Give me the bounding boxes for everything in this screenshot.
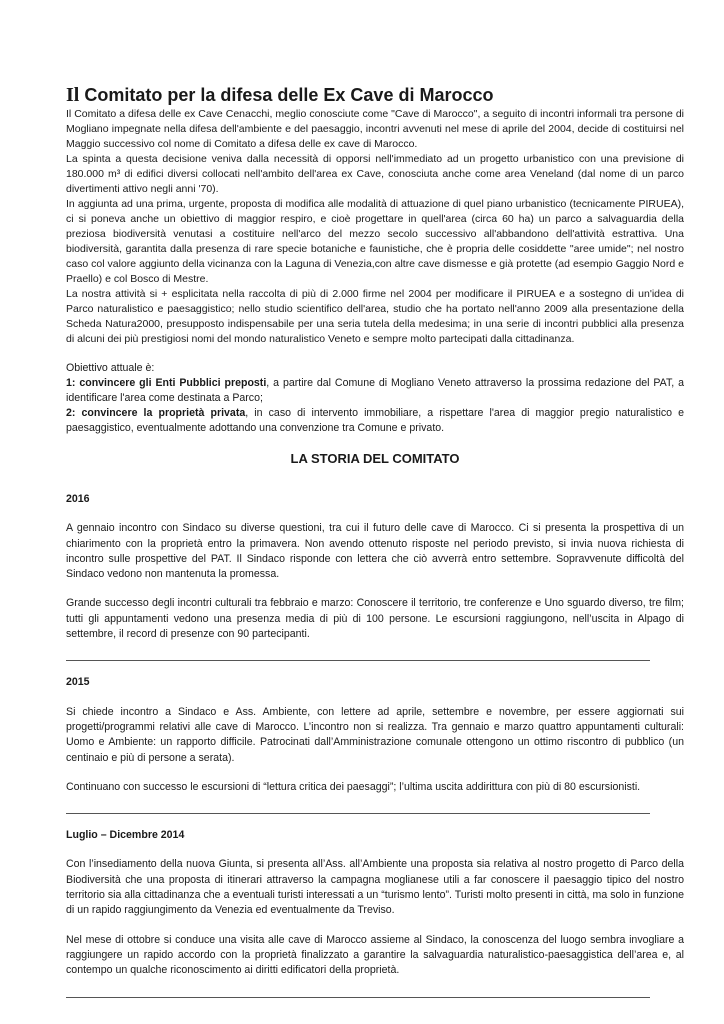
spacer xyxy=(66,979,684,997)
year-paragraph: Con l’insediamento della nuova Giunta, si presenta all’Ass. all’Ambiente una proposta sia relativa al nostro progetto di Parco della Biodiversità che una proposta di itinerari attraverso la campagna moglianese utili a far conoscere il paesaggio tipico del nostro territorio sia alla cittadinanza che a eventuali turisti interessati a un “turismo lento”. Turisti molto presenti in città, ma solo in funzione di un rapido raggiungimento da Venezia ed eventualmente da Treviso. xyxy=(66,858,684,917)
year-paragraph: Si chiede incontro a Sindaco e Ass. Ambiente, con lettere ad aprile, settembre e novembre, per essere aggiornati sui progetti/programmi relativi alle cave di Marocco. L’incontro non si realizza. Tra gennaio e marzo quattro appuntamenti culturali: Uomo e Ambiente: un rapporto difficile. Patrocinati dall’Amministrazione comunale ottengono un ottimo riscontro di pubblico (un centinaio e più di persone a serata). xyxy=(66,705,684,764)
spacer xyxy=(66,347,684,361)
divider xyxy=(66,997,650,998)
year-heading-2015: 2015 xyxy=(66,676,90,689)
history-section xyxy=(66,468,684,998)
objective-item-1 xyxy=(66,376,684,406)
year-paragraph: Grande successo degli incontri culturali tra febbraio e marzo: Conoscere il territorio, tre conferenze e Uno sguardo diverso, tre film; tutti gli appuntamenti vedono una presenza media di più di 100 persone. Le escursioni raggiungono, nell’uscita in Alpago di settembre, il record di presenze con 90 partecipanti. xyxy=(66,597,684,641)
document-page xyxy=(66,84,684,998)
spacer xyxy=(66,843,684,857)
year-paragraph: A gennaio incontro con Sindaco su diverse questioni, tra cui il futuro delle cave di Marocco. Ci si presenta la prospettiva di un chiarimento con la proprietà entro la primavera. Non avendo ottenuto risposte nel periodo previsto, si invia nuova richiesta di incontro sulle prospettive del PAT. Il Sindaco risponde con lettera che ciò avverrà entro settembre. Sopravvenute difficoltà del Sindaco vedono non mantenuta la promessa. xyxy=(66,522,684,581)
objectives-heading: Obiettivo attuale è: xyxy=(66,362,155,374)
intro-paragraph: Il Comitato a difesa delle ex Cave Cenacchi, meglio conosciute come "Cave di Marocco", a seguito di incontri informali tra persone di Mogliano impegnate nella difesa dell'ambiente e del paesaggio, incontri avvenuti nel mese di aprile del 2004, decide di costituirsi nel Maggio successivo col nome di Comitato a difesa delle ex cave di Marocco. xyxy=(66,108,684,150)
year-heading-2016: 2016 xyxy=(66,493,90,505)
year-paragraph: Continuano con successo le escursioni di “lettura critica dei paesaggi”; l’ultima uscita addirittura con più di 80 escursionisti. xyxy=(66,780,641,793)
spacer xyxy=(66,661,684,675)
intro-paragraph: In aggiunta ad una prima, urgente, proposta di modifica alle modalità di attuazione di quel piano urbanistico (tecnicamente PIRUEA), ci si poneva anche un obiettivo di maggior respiro, e cioè progettare in quell'area (circa 60 ha) un parco a salvaguardia della preziosa biodiversità venutasi a costituire nell'arco del mezzo secolo successivo all'abbandono dell'attività estrattiva. Una biodiversità, garantita dalla presenza di rare specie botaniche e faunistiche, che è propria delle cosiddette "aree umide"; nel nostro caso col valore aggiunto della vicinanza con la Laguna di Venezia,con altre cave dismesse e già protette (ad esempio Gaggio Nord e Praello) e col Bosco di Mestre. xyxy=(66,198,684,285)
objective-1-text: , a partire dal Comune di Mogliano Veneto attraverso la prossima redazione del PAT, a identificare l'area come destinata a Parco; xyxy=(66,377,684,404)
document-title xyxy=(66,84,684,106)
spacer xyxy=(66,468,684,492)
title-text: Comitato per la difesa delle Ex Cave di Marocco xyxy=(79,85,494,105)
objective-1-bold: 1: convincere gli Enti Pubblici preposti xyxy=(66,377,267,389)
spacer xyxy=(66,582,684,596)
year-paragraph: Nel mese di ottobre si conduce una visita alle cave di Marocco assieme al Sindaco, la conoscenza del luogo sembra invogliare a raggiungere un rapido accordo con la proprietà finalizzato a garantire la salvaguardia naturalistico-paesaggistica dell’area e, al contempo un qualche riconoscimento ai diritti edificatori della proprietà. xyxy=(66,933,684,977)
title-initial: Il xyxy=(66,84,80,106)
spacer xyxy=(66,507,684,521)
spacer xyxy=(66,691,684,705)
spacer xyxy=(66,919,684,933)
spacer xyxy=(66,642,684,660)
intro-paragraph: La nostra attività si + esplicitata nella raccolta di più di 2.000 firme nel 2004 per modificare il PIRUEA e a sostegno di un'idea di Parco naturalistico e paesaggistico; nello studio scientifico dell'area, studio che ha portato nell'anno 2009 alla presentazione della Scheda Natura2000, presupposto indispensabile per una seria tutela della medesima; in una serie di incontri pubblici alla presenza di alcuni dei più prestigiosi nomi del mondo naturalistico Veneto e sempre molto partecipati dalla cittadinanza. xyxy=(66,288,684,345)
spacer xyxy=(66,766,684,780)
objectives-section xyxy=(66,361,684,436)
intro-section xyxy=(66,107,684,347)
year-heading-2014: Luglio – Dicembre 2014 xyxy=(66,829,185,842)
section-heading: LA STORIA DEL COMITATO xyxy=(290,451,460,466)
objective-2-bold: 2: convincere la proprietà privata xyxy=(66,407,246,419)
intro-paragraph: La spinta a questa decisione veniva dalla necessità di opporsi nell'immediato ad un progetto urbanistico con una previsione di 180.000 m³ di edifici diversi collocati nell'ambito dell'area ex Cave, conosciuta anche come area Veneland (dal nome di un parco divertimenti attivo negli anni '70). xyxy=(66,153,684,195)
spacer xyxy=(66,795,684,813)
objective-2-text: , in caso di intervento immobiliare, a rispettare l'area di maggior pregio naturalistico e paesaggistico, eventualmente adottando una convenzione tra Comune e privato. xyxy=(66,407,684,434)
objective-item-2 xyxy=(66,406,684,436)
spacer xyxy=(66,814,684,828)
